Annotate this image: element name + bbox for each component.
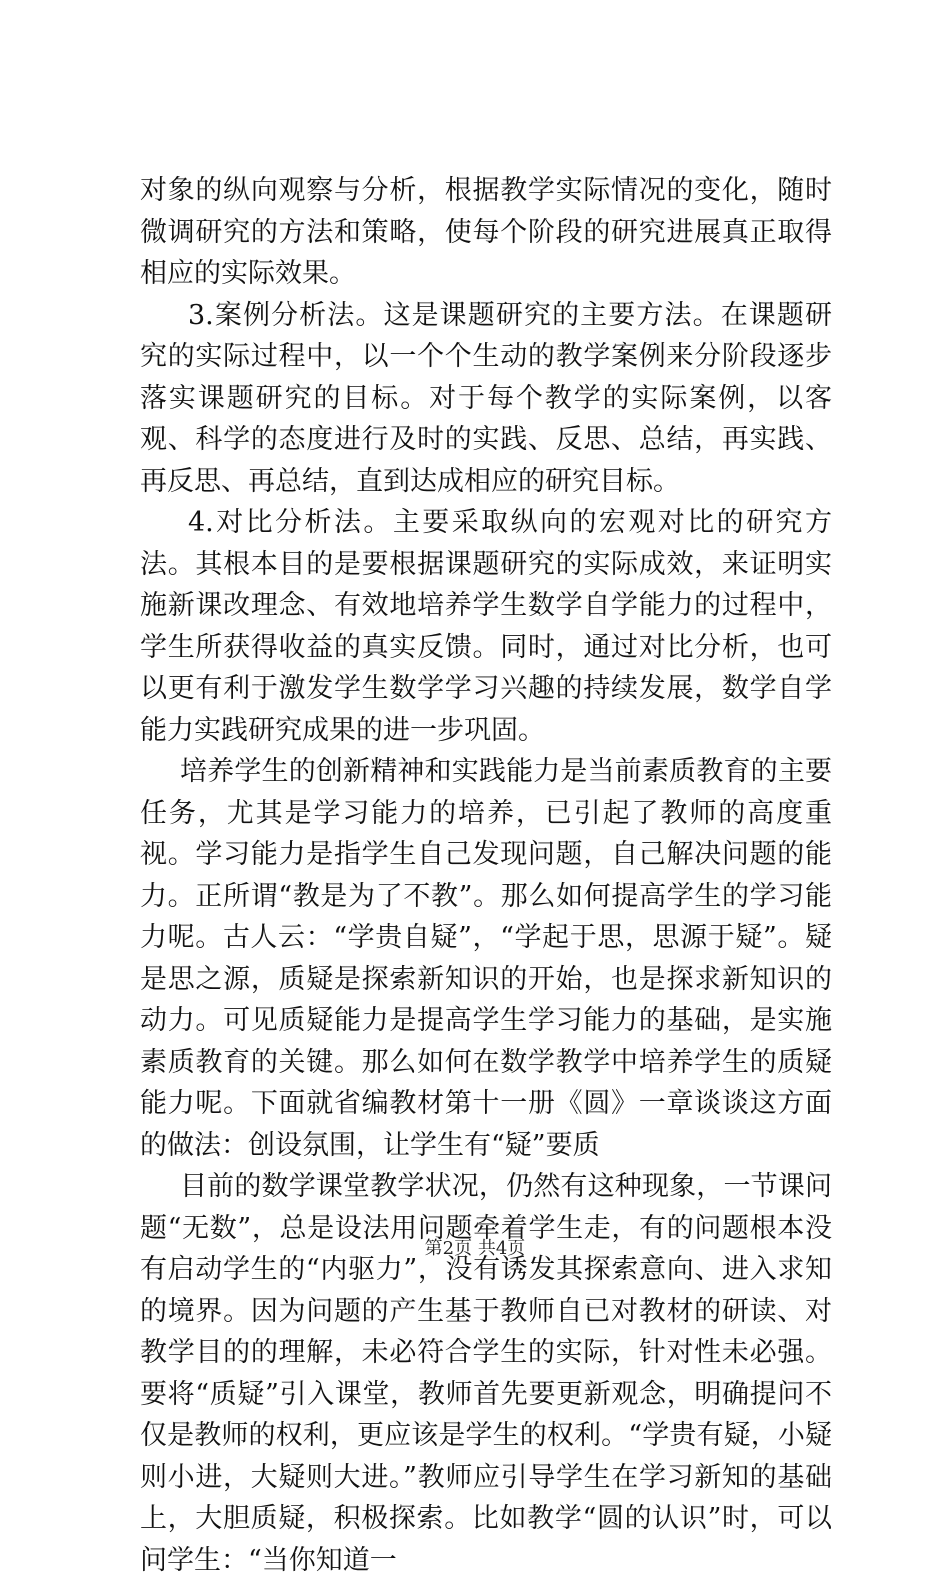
paragraph-comparative-analysis: 4.对比分析法。主要采取纵向的宏观对比的研究方法。其根本目的是要根据课题研究的实际成效，来证明实施新课改理念、有效地培养学生数学自学能力的过程中，学生所获得收益的真实反馈。同时，通过对比分析，也可以更有利于激发学生数学学习兴趣的持续发展，数学自学能力实践研究成果的进一步巩固。 <box>140 507 832 746</box>
page-footer: 第2页 共4页 <box>424 1238 526 1259</box>
paragraph-continuation: 对象的纵向观察与分析，根据教学实际情况的变化，随时微调研究的方法和策略，使每个阶段的研究进展真正取得相应的实际效果。 <box>140 175 832 289</box>
paragraph-case-analysis: 3.案例分析法。这是课题研究的主要方法。在课题研究的实际过程中，以一个个生动的教学案例来分阶段逐步落实课题研究的目标。对于每个教学的实际案例，以客观、科学的态度进行及时的实践、反思、总结，再实践、再反思、再总结，直到达成相应的研究目标。 <box>140 299 832 497</box>
paragraph-classroom-status: 目前的数学课堂教学状况，仍然有这种现象，一节课问题“无数”，总是设法用问题牵着学生走，有的问题根本没有启动学生的“内驱力”，没有诱发其探索意向、进入求知的境界。因为问题的产生基于教师自已对教材的研读、对教学目的的理解，未必符合学生的实际，针对性未必强。要将“质疑”引入课堂，教师首先要更新观念，明确提问不仅是教师的权利，更应该是学生的权利。“学贵有疑，小疑则小进，大疑则大进。”教师应引导学生在学习新知的基础上，大胆质疑，积极探索。比如教学“圆的认识”时，可以问学生：“当你知道一 <box>140 1171 832 1576</box>
paragraph-innovation: 培养学生的创新精神和实践能力是当前素质教育的主要任务，尤其是学习能力的培养，已引起了教师的高度重视。学习能力是指学生自己发现问题，自己解决问题的能力。正所谓“教是为了不教”。那么如何提高学生的学习能力呢。古人云：“学贵自疑”，“学起于思，思源于疑”。疑是思之源，质疑是探索新知识的开始，也是探求新知识的动力。可见质疑能力是提高学生学习能力的基础，是实施素质教育的关键。那么如何在数学教学中培养学生的质疑能力呢。下面就省编教材第十一册《圆》一章谈谈这方面的做法：创设氛围，让学生有“疑”要质 <box>140 756 832 1161</box>
document-body <box>140 170 832 1581</box>
